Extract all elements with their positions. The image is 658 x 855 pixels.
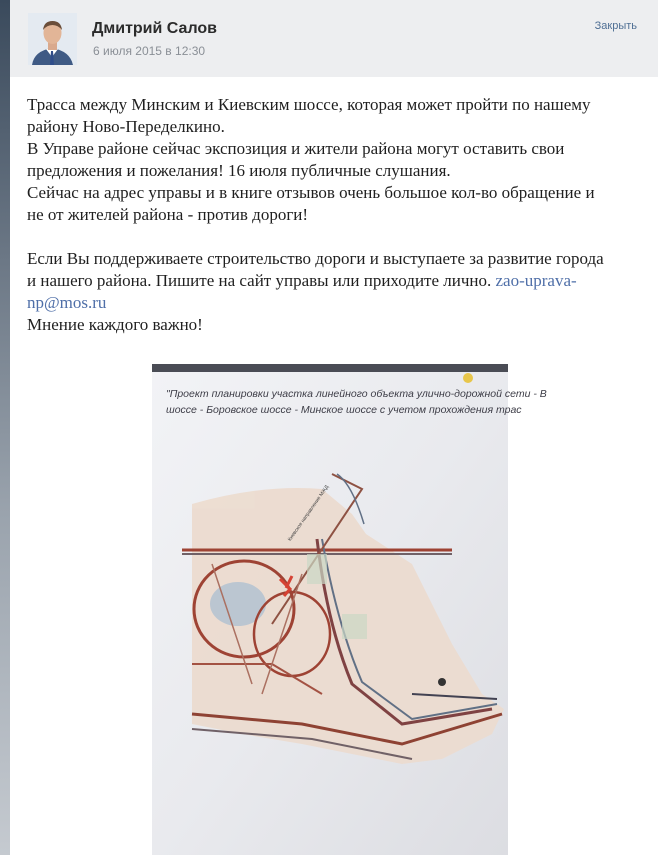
caption-line: "Проект планировки участка линейного объекта улично-дорожной сети - В (166, 388, 547, 400)
post-line: району Ново-Переделкино. (27, 117, 225, 136)
avatar[interactable] (28, 13, 77, 65)
caption-line: шоссе - Боровское шоссе - Минское шоссе с учетом прохождения трас (166, 404, 522, 416)
post-line-text: и нашего района. Пишите на сайт управы или приходите лично. (27, 271, 492, 290)
post-line: Трасса между Минским и Киевским шоссе, которая может пройти по нашему (27, 95, 591, 114)
email-link[interactable]: zao-uprava- (495, 271, 577, 290)
post-line: Сейчас на адрес управы и в книге отзывов очень большое кол-во обращение и (27, 183, 595, 202)
author-name[interactable]: Дмитрий Салов (92, 20, 218, 37)
post-line: не от жителей района - против дороги! (27, 205, 309, 224)
post-header (10, 0, 658, 77)
photo-caption (166, 386, 547, 418)
map-road-label: Киевское направление МЖД (287, 484, 331, 543)
close-button[interactable]: Закрыть (594, 20, 637, 32)
post-line: В Управе районе сейчас экспозиция и жители района могут оставить свои (27, 139, 565, 158)
post-line (27, 292, 627, 314)
post-popup (10, 0, 658, 855)
post-line: Если Вы поддерживаете строительство дороги и выступаете за развитие города (27, 249, 604, 268)
attached-photo[interactable] (152, 364, 547, 855)
map-photo-image (152, 364, 508, 855)
post-line: предложения и пожелания! 16 июля публичные слушания. (27, 161, 451, 180)
email-link-continued[interactable]: np@mos.ru (27, 293, 107, 312)
paragraph-gap (27, 226, 627, 248)
post-line (27, 270, 627, 292)
post-text (27, 94, 627, 336)
closing-line: Мнение каждого важно! (27, 315, 203, 334)
post-date[interactable]: 6 июля 2015 в 12:30 (93, 44, 206, 58)
